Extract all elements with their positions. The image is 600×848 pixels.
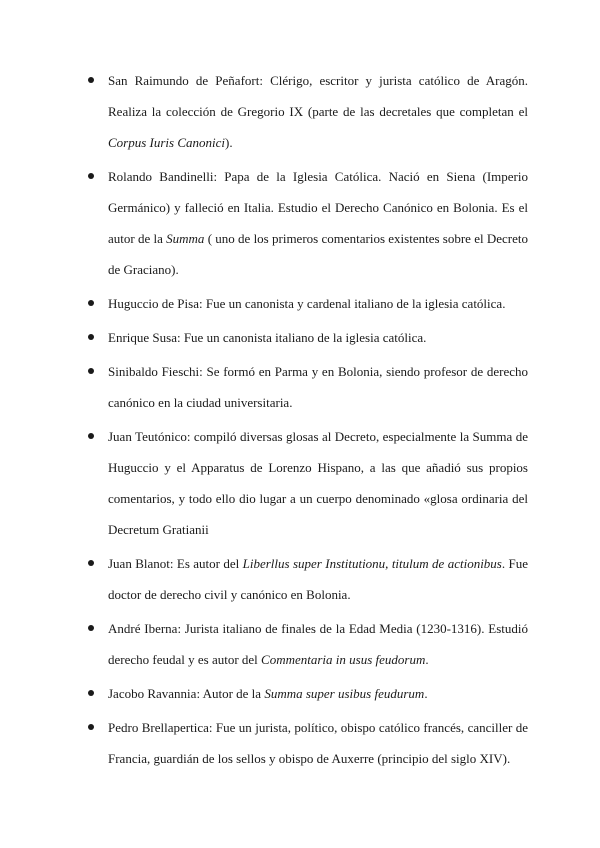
entry-text: ). xyxy=(225,135,233,150)
list-item xyxy=(90,548,528,610)
entry-text: Enrique Susa: Fue un canonista italiano de la iglesia católica. xyxy=(108,330,427,345)
list-item xyxy=(90,161,528,285)
entry-text: Juan Teutónico: compiló diversas glosas al Decreto, especialmente la Summa de Huguccio y el Apparatus de Lorenzo Hispano, a las que añadió sus propios comentarios, y todo ello dio lugar a un cuerpo denominado «glosa ordinaria del Decretum Gratianii xyxy=(108,429,528,537)
entry-list xyxy=(90,65,528,777)
italic-title: Summa super usibus feudurum xyxy=(264,686,425,701)
entry-text: André Iberna: Jurista italiano de finales de la Edad Media (1230-1316). Estudió derecho feudal y es autor del xyxy=(108,621,528,667)
entry-text: . xyxy=(425,652,429,667)
italic-title: Corpus Iuris Canonici xyxy=(108,135,226,150)
entry-text: Pedro Brellapertica: Fue un jurista, político, obispo católico francés, canciller de Francia, guardián de los sellos y obispo de Auxerre (principio del siglo XIV). xyxy=(108,720,528,766)
entry-text: Huguccio de Pisa: Fue un canonista y cardenal italiano de la iglesia católica. xyxy=(108,296,506,311)
italic-title: Commentaria in usus feudorum xyxy=(261,652,426,667)
italic-title: Summa xyxy=(166,231,205,246)
entry-text: Rolando Bandinelli: Papa de la Iglesia Católica. Nació en Siena (Imperio Germánico) y falleció en Italia. Estudio el Derecho Canónico en Bolonia. Es el autor de la xyxy=(108,169,528,246)
entry-text: San Raimundo de Peñafort: Clérigo, escritor y jurista católico de Aragón. Realiza la colección de Gregorio IX (parte de las decretales que completan el xyxy=(108,73,528,119)
entry-text: ( uno de los primeros comentarios existentes sobre el Decreto de Graciano). xyxy=(108,231,528,277)
entry-text: . xyxy=(424,686,428,701)
entry-text: Jacobo Ravannia: Autor de la xyxy=(108,686,265,701)
list-item xyxy=(90,613,528,675)
entry-text: Sinibaldo Fieschi: Se formó en Parma y en Bolonia, siendo profesor de derecho canónico en la ciudad universitaria. xyxy=(108,364,528,410)
italic-title: Liberllus super Institutionu, titulum de actionibus xyxy=(242,556,502,571)
list-item xyxy=(90,322,528,353)
entry-text: Juan Blanot: Es autor del xyxy=(108,556,243,571)
list-item xyxy=(90,421,528,545)
entry-text: . Fue doctor de derecho civil y canónico en Bolonia. xyxy=(108,556,528,602)
list-item xyxy=(90,356,528,418)
list-item xyxy=(90,65,528,158)
list-item xyxy=(90,288,528,319)
list-item xyxy=(90,678,528,709)
list-item xyxy=(90,712,528,774)
